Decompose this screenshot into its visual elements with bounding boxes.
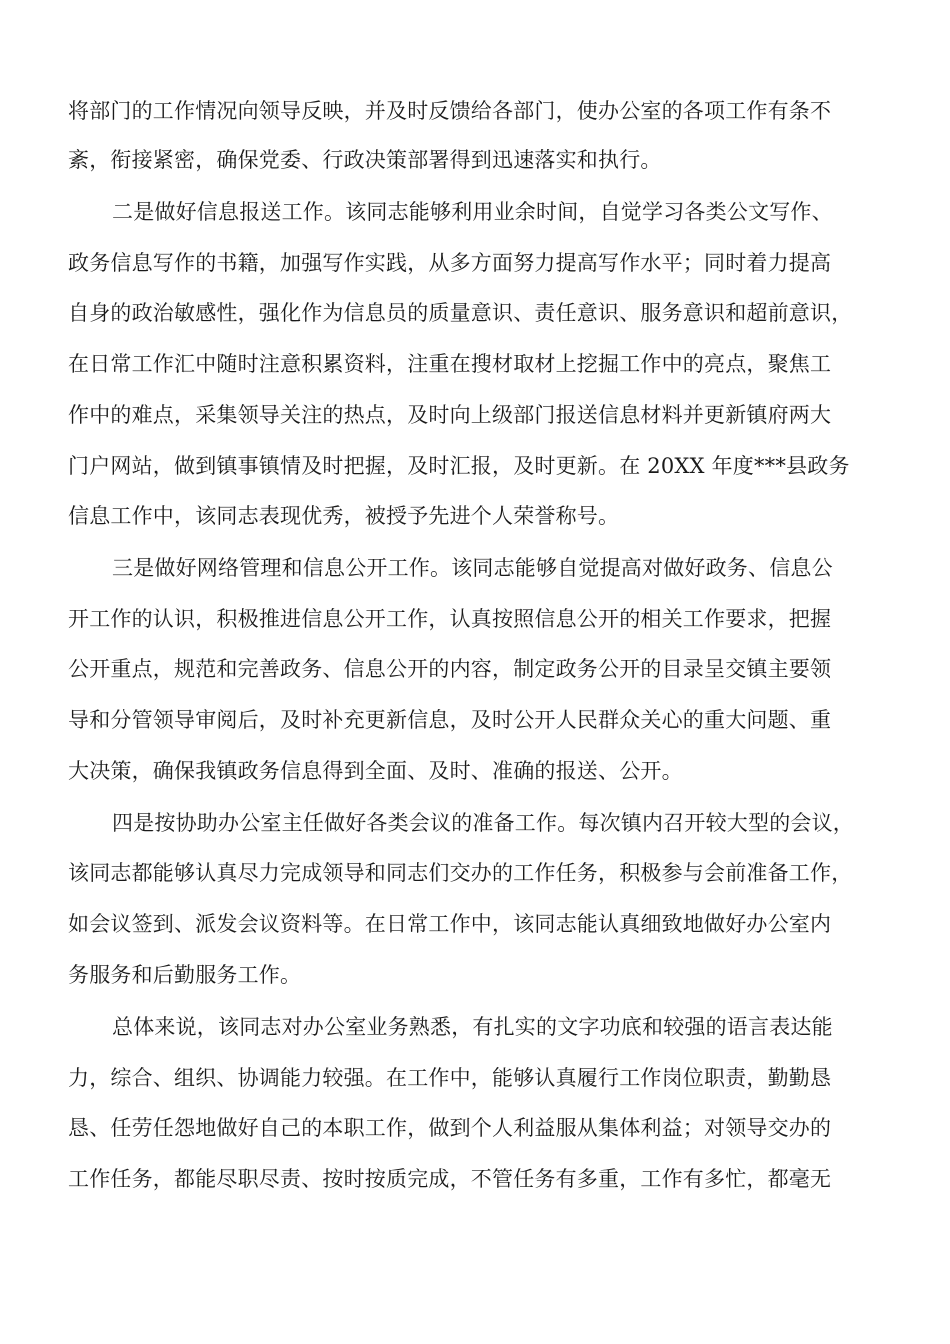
text-line: 导和分管领导审阅后，及时补充更新信息，及时公开人民群众关心的重大问题、重	[68, 708, 832, 732]
text-line: 紊，衔接紧密，确保党委、行政决策部署得到迅速落实和执行。	[68, 148, 662, 172]
text-line: 门户网站，做到镇事镇情及时把握，及时汇报，及时更新。在 20XX 年度***县政务	[68, 454, 850, 478]
paragraph-start-line: 二是做好信息报送工作。该同志能够利用业余时间，自觉学习各类公文写作、	[112, 200, 833, 224]
text-line: 该同志都能够认真尽力完成领导和同志们交办的工作任务，积极参与会前准备工作，	[68, 861, 853, 885]
text-line: 务服务和后勤服务工作。	[68, 963, 302, 987]
text-line: 开工作的认识，积极推进信息公开工作，认真按照信息公开的相关工作要求，把握	[68, 607, 832, 631]
text-line: 力，综合、组织、协调能力较强。在工作中，能够认真履行工作岗位职责，勤勤恳	[68, 1066, 832, 1090]
text-line: 自身的政治敏感性，强化作为信息员的质量意识、责任意识、服务意识和超前意识，	[68, 301, 853, 325]
text-line: 大决策，确保我镇政务信息得到全面、及时、准确的报送、公开。	[68, 759, 683, 783]
text-line: 在日常工作汇中随时注意积累资料，注重在搜材取材上挖掘工作中的亮点，聚焦工	[68, 352, 832, 376]
text-line: 工作任务，都能尽职尽责、按时按质完成，不管任务有多重，工作有多忙，都毫无	[68, 1167, 832, 1191]
text-line: 信息工作中，该同志表现优秀，被授予先进个人荣誉称号。	[68, 504, 620, 528]
text-line: 恳、任劳任怨地做好自己的本职工作，做到个人利益服从集体利益；对领导交办的	[68, 1116, 832, 1140]
paragraph-start-line: 三是做好网络管理和信息公开工作。该同志能够自觉提高对做好政务、信息公	[112, 556, 833, 580]
paragraph-start-line: 总体来说，该同志对办公室业务熟悉，有扎实的文字功底和较强的语言表达能	[112, 1015, 833, 1039]
paragraph-start-line: 四是按协助办公室主任做好各类会议的准备工作。每次镇内召开较大型的会议，	[112, 811, 854, 835]
text-line: 公开重点，规范和完善政务、信息公开的内容，制定政务公开的目录呈交镇主要领	[68, 657, 832, 681]
text-line: 政务信息写作的书籍，加强写作实践，从多方面努力提高写作水平；同时着力提高	[68, 251, 832, 275]
text-line: 作中的难点，采集领导关注的热点，及时向上级部门报送信息材料并更新镇府两大	[68, 403, 832, 427]
text-line: 将部门的工作情况向领导反映，并及时反馈给各部门，使办公室的各项工作有条不	[68, 99, 832, 123]
text-line: 如会议签到、派发会议资料等。在日常工作中，该同志能认真细致地做好办公室内	[68, 912, 832, 936]
